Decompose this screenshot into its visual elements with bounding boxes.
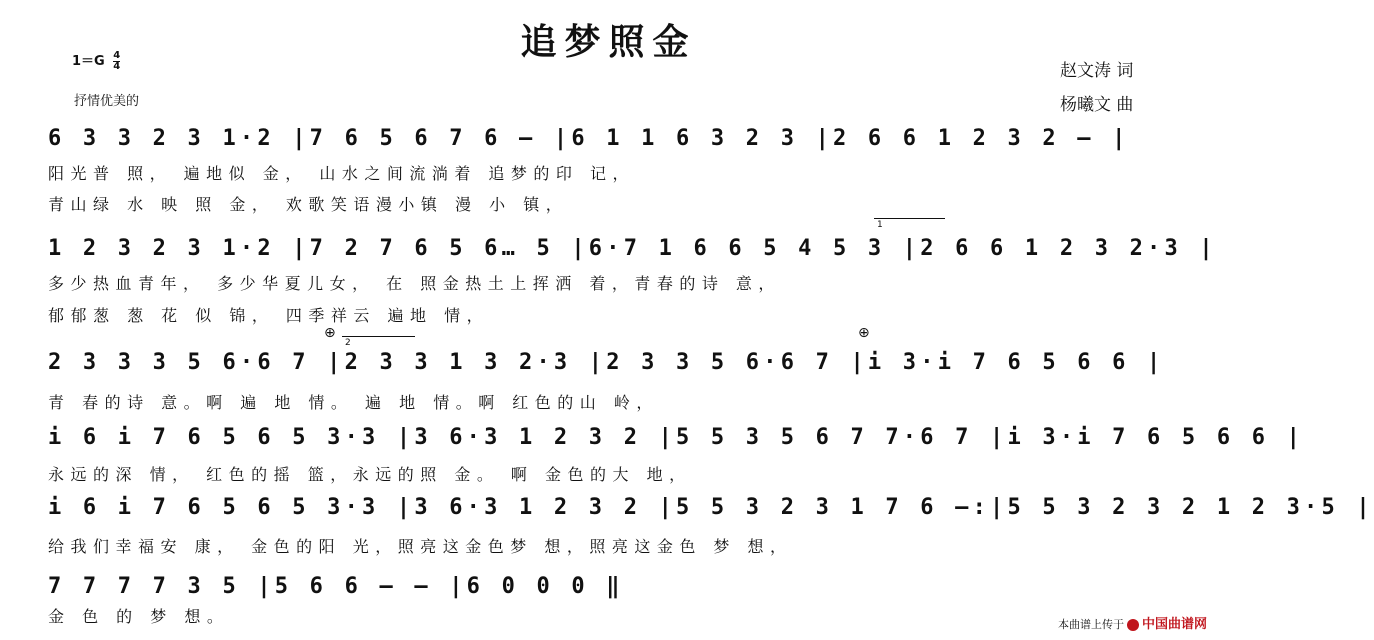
notation-line-6: 7 7 7 7 3 5 |5 6 6 – – |6 0 0 0 ‖	[48, 574, 624, 599]
page-title: 追梦照金	[520, 22, 697, 63]
lyric-line-2b: 郁郁葱 葱 花 似 锦， 四季祥云 遍地 情，	[48, 306, 490, 325]
time-signature: $\frac{4}{4}$	[113, 50, 121, 72]
lyric-line-1b: 青山绿 水 映 照 金， 欢歌笑语漫小镇 漫 小 镇，	[48, 195, 569, 214]
lyric-line-5: 给我们幸福安 康， 金色的阳 光，照亮这金色梦 想，照亮这金色 梦 想，	[48, 537, 793, 556]
notation-line-5: i 6 i 7 6 5 6 5 3·3 |3 6·3 1 2 3 2 |5 5 3 2 3 1 7 6 –:|5 5 3 2 3 2 1 2 3·5 |	[48, 495, 1374, 520]
volta-label-2: 2	[345, 338, 351, 348]
key-text: 1＝G	[72, 54, 105, 69]
coda-sign-end: ⊕	[858, 325, 870, 341]
volta-label-1: 1	[877, 220, 883, 230]
footer-prefix: 本曲谱上传于	[1057, 618, 1124, 631]
volta-bracket-2	[342, 336, 415, 337]
composer-credit: 杨曦文 曲	[1060, 95, 1134, 115]
notation-line-3: 2 3 3 3 5 6·6 7 |2 3 3 1 3 2·3 |2 3 3 5 6·6 7 |i 3·i 7 6 5 6 6 |	[48, 350, 1165, 375]
notation-line-2: 1 2 3 2 3 1·2 |7 2 7 6 5 6… 5 |6·7 1 6 6 5 4 5 3 |2 6 6 1 2 3 2·3 |	[48, 236, 1217, 261]
coda-sign-start: ⊕	[324, 325, 336, 341]
lyric-line-6: 金 色 的 梦 想。	[48, 607, 230, 626]
notation-line-4: i 6 i 7 6 5 6 5 3·3 |3 6·3 1 2 3 2 |5 5 3 5 6 7 7·6 7 |i 3·i 7 6 5 6 6 |	[48, 425, 1305, 450]
volta-bracket-1	[874, 218, 945, 219]
lyric-line-1a: 阳光普 照， 遍地似 金， 山水之间流淌着 追梦的印 记，	[48, 164, 636, 183]
site-logo-icon	[1127, 619, 1139, 631]
lyric-line-2a: 多少热血青年， 多少华夏儿女， 在 照金热土上挥洒 着，青春的诗 意，	[48, 274, 781, 293]
footer-site-link[interactable]: 中国曲谱网	[1141, 617, 1207, 632]
footer-credit	[1058, 613, 1207, 632]
lyricist-credit: 赵文涛 词	[1060, 61, 1134, 81]
lyric-line-4: 永远的深 情， 红色的摇 篮，永远的照 金。 啊 金色的大 地，	[48, 465, 692, 484]
lyric-line-3: 青 春的诗 意。啊 遍 地 情。 遍 地 情。啊 红色的山 岭，	[48, 393, 659, 412]
tempo-mood: 抒情优美的	[74, 94, 140, 109]
key-signature	[72, 50, 120, 72]
notation-line-1: 6 3 3 2 3 1·2 |7 6 5 6 7 6 – |6 1 1 6 3 2 3 |2 6 6 1 2 3 2 – |	[48, 126, 1130, 151]
